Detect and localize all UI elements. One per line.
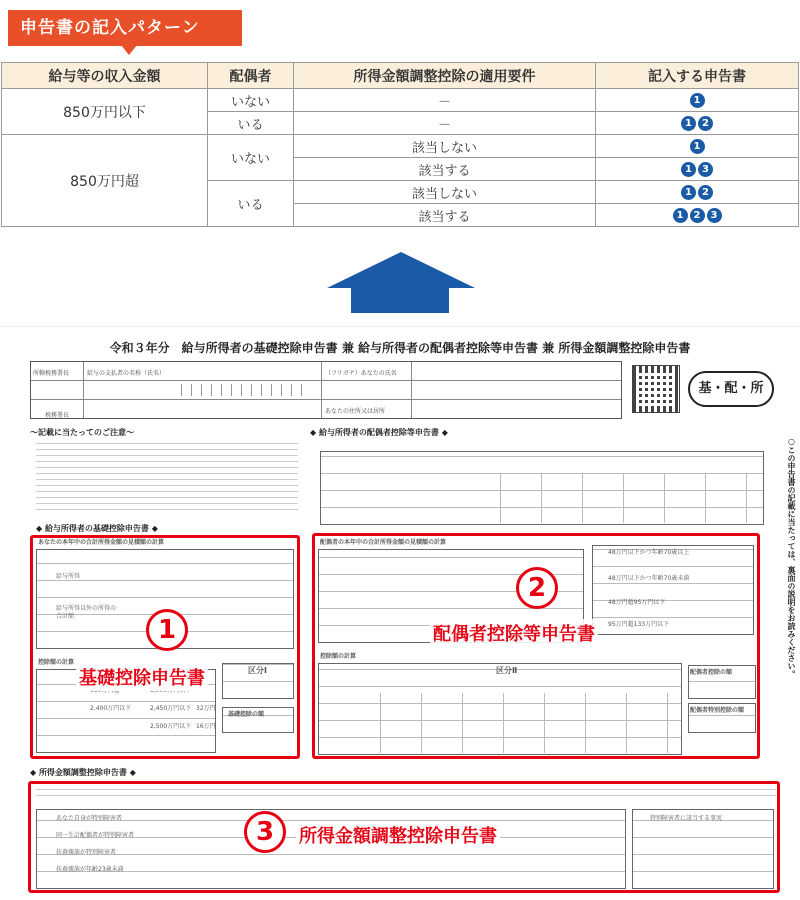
form-type-stamp: 基・配・所: [688, 371, 774, 407]
col-income: 給与等の収入金額: [2, 63, 208, 89]
r2-item: 48万円以下かつ年齢70歳未満: [608, 575, 690, 582]
requirement-cell: 該当しない: [294, 181, 596, 204]
spouse-cell: いる: [208, 112, 294, 135]
requirement-cell: －: [294, 89, 596, 112]
tax-amount: 16万円: [196, 723, 216, 730]
forms-cell: [596, 135, 799, 158]
kubun2-label: 区分Ⅱ: [496, 666, 518, 675]
header-name: （フリガナ）あなたの氏名: [325, 370, 397, 377]
requirement-cell: －: [294, 112, 596, 135]
r3-row: 扶養親族が特別障害者: [56, 849, 117, 856]
forms-cell: [596, 89, 799, 112]
header-tax-office: 所轄税務署長: [33, 370, 70, 377]
col-spouse: 配偶者: [208, 63, 294, 89]
pattern-badge: 申告書の記入パターン: [8, 10, 242, 46]
spouse-cell: いない: [208, 135, 294, 181]
number-1-icon: 1: [146, 609, 188, 651]
kubun1-label: 区分Ⅰ: [248, 666, 267, 675]
form-title: 令和３年分 給与所得者の基礎控除申告書 兼 給与所得者の配偶者控除等申告書 兼 所得金額調整控除申告書: [109, 341, 691, 355]
deduct2-label: 控除額の計算: [320, 653, 357, 660]
row-salary: 給与所得: [56, 573, 81, 580]
number-3-icon: 3: [698, 162, 713, 177]
notes-text: [36, 439, 298, 515]
deduct-row: 2,500万円以下: [150, 723, 192, 730]
number-1-icon: 1: [681, 185, 696, 200]
col-requirement: 所得金額調整控除の適用要件: [294, 63, 596, 89]
notes-heading: ～記載に当たってのご注意～: [30, 428, 134, 437]
calc1-label: あなたの本年中の合計所得金額の見積額の計算: [38, 539, 165, 546]
number-2-icon: 2: [690, 208, 705, 223]
deduct-label: 控除額の計算: [38, 659, 75, 666]
r2-item: 95万円超133万円以下: [608, 621, 670, 628]
r3-right-label: 特別障害者に該当する事実: [650, 815, 723, 822]
table-row: [2, 135, 799, 158]
requirement-cell: 該当しない: [294, 135, 596, 158]
sec2-heading: ◆ 給与所得者の配偶者控除等申告書 ◆: [310, 428, 448, 437]
number-3-icon: 3: [244, 811, 286, 853]
deduct-row: 2,400万円以下: [90, 705, 132, 712]
number-2-icon: 2: [698, 116, 713, 131]
pattern-table: [1, 62, 799, 227]
header-address: あなたの住所又は居所: [325, 408, 386, 415]
side-note: ○この申告書の記載に当たっては、裏面の説明をお読みください。: [787, 437, 796, 678]
forms-cell: [596, 181, 799, 204]
calc2-label: 配偶者の本年中の合計所得金額の見積額の計算: [320, 539, 447, 546]
spouse-amt-label: 配偶者控除の額: [690, 669, 733, 676]
income-cell: 850万円超: [2, 135, 208, 227]
sec3-heading: ◆ 所得金額調整控除申告書 ◆: [30, 768, 136, 777]
number-1-icon: 1: [690, 139, 705, 154]
row-other: 給与所得以外の所得の合計額: [56, 605, 117, 620]
number-2-icon: 2: [698, 185, 713, 200]
spouse-cell: いない: [208, 89, 294, 112]
number-1-icon: 1: [681, 162, 696, 177]
number-1-icon: 1: [673, 208, 688, 223]
table-row: [2, 89, 799, 112]
spouse-cell: いる: [208, 181, 294, 227]
basic-amount-label: 基礎控除の額: [228, 711, 265, 718]
number-1-icon: 1: [690, 93, 705, 108]
r3-row: 同一生計配偶者が特別障害者: [56, 832, 135, 839]
spouse-special-label: 配偶者特別控除の額: [690, 707, 745, 714]
r2-item: 48万円超95万円以下: [608, 599, 666, 606]
tax-amount: 32万円: [196, 705, 216, 712]
label-basic: 基礎控除申告書: [76, 663, 208, 691]
requirement-cell: 該当する: [294, 158, 596, 181]
requirement-cell: 該当する: [294, 204, 596, 227]
up-arrow-stem: [351, 287, 449, 313]
forms-cell: [596, 112, 799, 135]
tax-form: [0, 326, 800, 900]
sec1-heading: ◆ 給与所得者の基礎控除申告書 ◆: [36, 524, 158, 533]
r3-row: あなた自身が特別障害者: [56, 815, 123, 822]
col-forms: 記入する申告書: [596, 63, 799, 89]
number-1-icon: 1: [681, 116, 696, 131]
form-header: [30, 361, 622, 419]
label-adjust: 所得金額調整控除申告書: [296, 821, 500, 849]
forms-cell: [596, 158, 799, 181]
qr-code-icon: [632, 365, 680, 413]
header-payer: 給与の支払者の名称（氏名）: [87, 370, 166, 377]
deduct-row: 2,450万円以下: [150, 705, 192, 712]
r3-row: 扶養親族が年齢23歳未満: [56, 866, 124, 873]
header-office-suffix: 税務署長: [45, 412, 70, 419]
number-3-icon: 3: [707, 208, 722, 223]
r2-item: 48万円以下かつ年齢70歳以上: [608, 549, 690, 556]
income-cell: 850万円以下: [2, 89, 208, 135]
up-arrow-icon: [327, 252, 475, 288]
forms-cell: [596, 204, 799, 227]
label-spouse: 配偶者控除等申告書: [430, 619, 598, 647]
number-2-icon: 2: [516, 567, 558, 609]
